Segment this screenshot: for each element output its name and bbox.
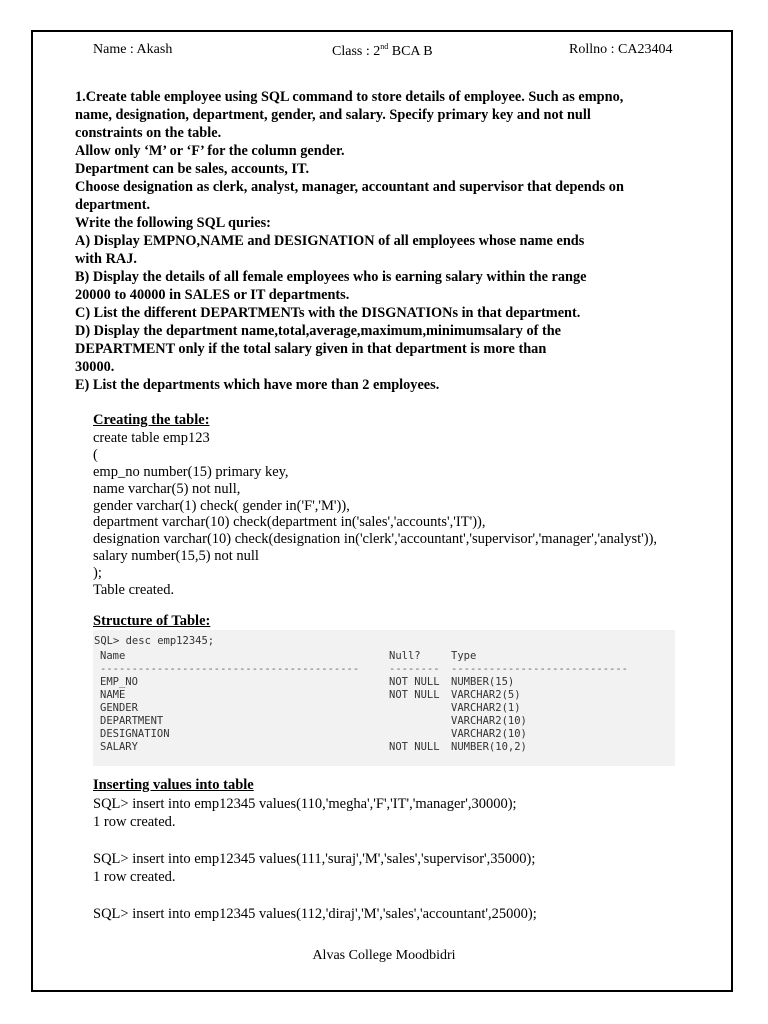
section-heading: Inserting values into table: [93, 777, 254, 793]
desc-row-name: DESIGNATION: [100, 728, 170, 740]
question-line: department.: [75, 197, 151, 213]
question-line: 20000 to 40000 in SALES or IT departments.: [75, 287, 350, 303]
desc-row-type: NUMBER(10,2): [451, 741, 527, 753]
insert-result: 1 row created.: [93, 869, 176, 885]
question-line: name, designation, department, gender, and salary. Specify primary key and not null: [75, 107, 591, 123]
code-line: emp_no number(15) primary key,: [93, 463, 289, 480]
question-line: E) List the departments which have more than 2 employees.: [75, 377, 440, 393]
desc-row-null: NOT NULL: [389, 676, 440, 688]
structure-heading-wrap: [93, 613, 713, 631]
question-line: Write the following SQL quries:: [75, 215, 271, 231]
separator-null: --------: [389, 663, 440, 675]
code-line: salary number(15,5) not null: [93, 548, 259, 565]
code-line: (: [93, 446, 98, 463]
code-line: name varchar(5) not null,: [93, 480, 241, 497]
student-name: Name : Akash: [93, 42, 173, 57]
desc-row-name: EMP_NO: [100, 676, 138, 688]
code-line: );: [93, 565, 102, 582]
blank-line: [93, 886, 713, 905]
insert-command: SQL> insert into emp12345 values(111,'suraj','M','sales','supervisor',35000);: [93, 851, 536, 867]
class-info: [332, 42, 433, 60]
question-line: constraints on the table.: [75, 125, 222, 141]
column-header-type: Type: [451, 650, 477, 662]
page-footer: Alvas College Moodbidri: [312, 948, 456, 963]
section-heading: Creating the table:: [93, 412, 210, 428]
code-line: gender varchar(1) check( gender in('F','M')),: [93, 497, 350, 514]
question-line: D) Display the department name,total,average,maximum,minimumsalary of the: [75, 323, 562, 339]
code-line: department varchar(10) check(department in('sales','accounts','IT')),: [93, 514, 486, 531]
question-line: 30000.: [75, 359, 115, 375]
desc-row-null: NOT NULL: [389, 689, 440, 701]
desc-row-name: GENDER: [100, 702, 138, 714]
insert-section: [93, 776, 713, 923]
code-line: create table emp123: [93, 429, 210, 446]
question-line: with RAJ.: [75, 251, 137, 267]
desc-row-type: NUMBER(15): [451, 676, 515, 688]
class-suffix: BCA B: [388, 44, 433, 59]
separator-type: ----------------------------: [451, 663, 629, 675]
result-line: Table created.: [93, 582, 175, 599]
desc-row-name: NAME: [100, 689, 126, 701]
insert-command: SQL> insert into emp12345 values(110,'megha','F','IT','manager',30000);: [93, 796, 517, 812]
insert-result: 1 row created.: [93, 814, 176, 830]
question-line: 1.Create table employee using SQL command to store details of employee. Such as empno,: [75, 89, 624, 105]
desc-output-screenshot: [93, 630, 675, 766]
question-line: B) Display the details of all female employees who is earning salary within the range: [75, 269, 587, 285]
question-line: Department can be sales, accounts, IT.: [75, 161, 310, 177]
create-table-section: [93, 412, 713, 599]
column-header-name: Name: [100, 650, 126, 662]
blank-line: [93, 831, 713, 850]
class-prefix: Class : 2: [332, 44, 381, 59]
desc-row-null: NOT NULL: [389, 741, 440, 753]
column-header-null: Null?: [389, 650, 421, 662]
question-line: A) Display EMPNO,NAME and DESIGNATION of all employees whose name ends: [75, 233, 585, 249]
desc-row-type: VARCHAR2(1): [451, 702, 521, 714]
desc-row-name: DEPARTMENT: [100, 715, 164, 727]
desc-row-type: VARCHAR2(5): [451, 689, 521, 701]
desc-row-type: VARCHAR2(10): [451, 715, 527, 727]
question-line: Choose designation as clerk, analyst, manager, accountant and supervisor that depends on: [75, 179, 624, 195]
class-ordinal: nd: [380, 42, 389, 51]
desc-row-name: SALARY: [100, 741, 138, 753]
insert-command: SQL> insert into emp12345 values(112,'diraj','M','sales','accountant',25000);: [93, 906, 537, 922]
question-block: [75, 88, 685, 394]
question-line: Allow only ‘M’ or ‘F’ for the column gender.: [75, 143, 345, 159]
roll-number: Rollno : CA23404: [569, 42, 673, 57]
desc-row-type: VARCHAR2(10): [451, 728, 527, 740]
question-line: DEPARTMENT only if the total salary given in that department is more than: [75, 341, 547, 357]
code-line: designation varchar(10) check(designation in('clerk','accountant','supervisor','manager','analyst')),: [93, 531, 658, 548]
separator-name: -----------------------------------------: [100, 663, 360, 675]
section-heading: Structure of Table:: [93, 613, 211, 629]
question-line: C) List the different DEPARTMENTs with the DISGNATIONs in that department.: [75, 305, 581, 321]
sql-prompt: SQL> desc emp12345;: [94, 635, 215, 647]
